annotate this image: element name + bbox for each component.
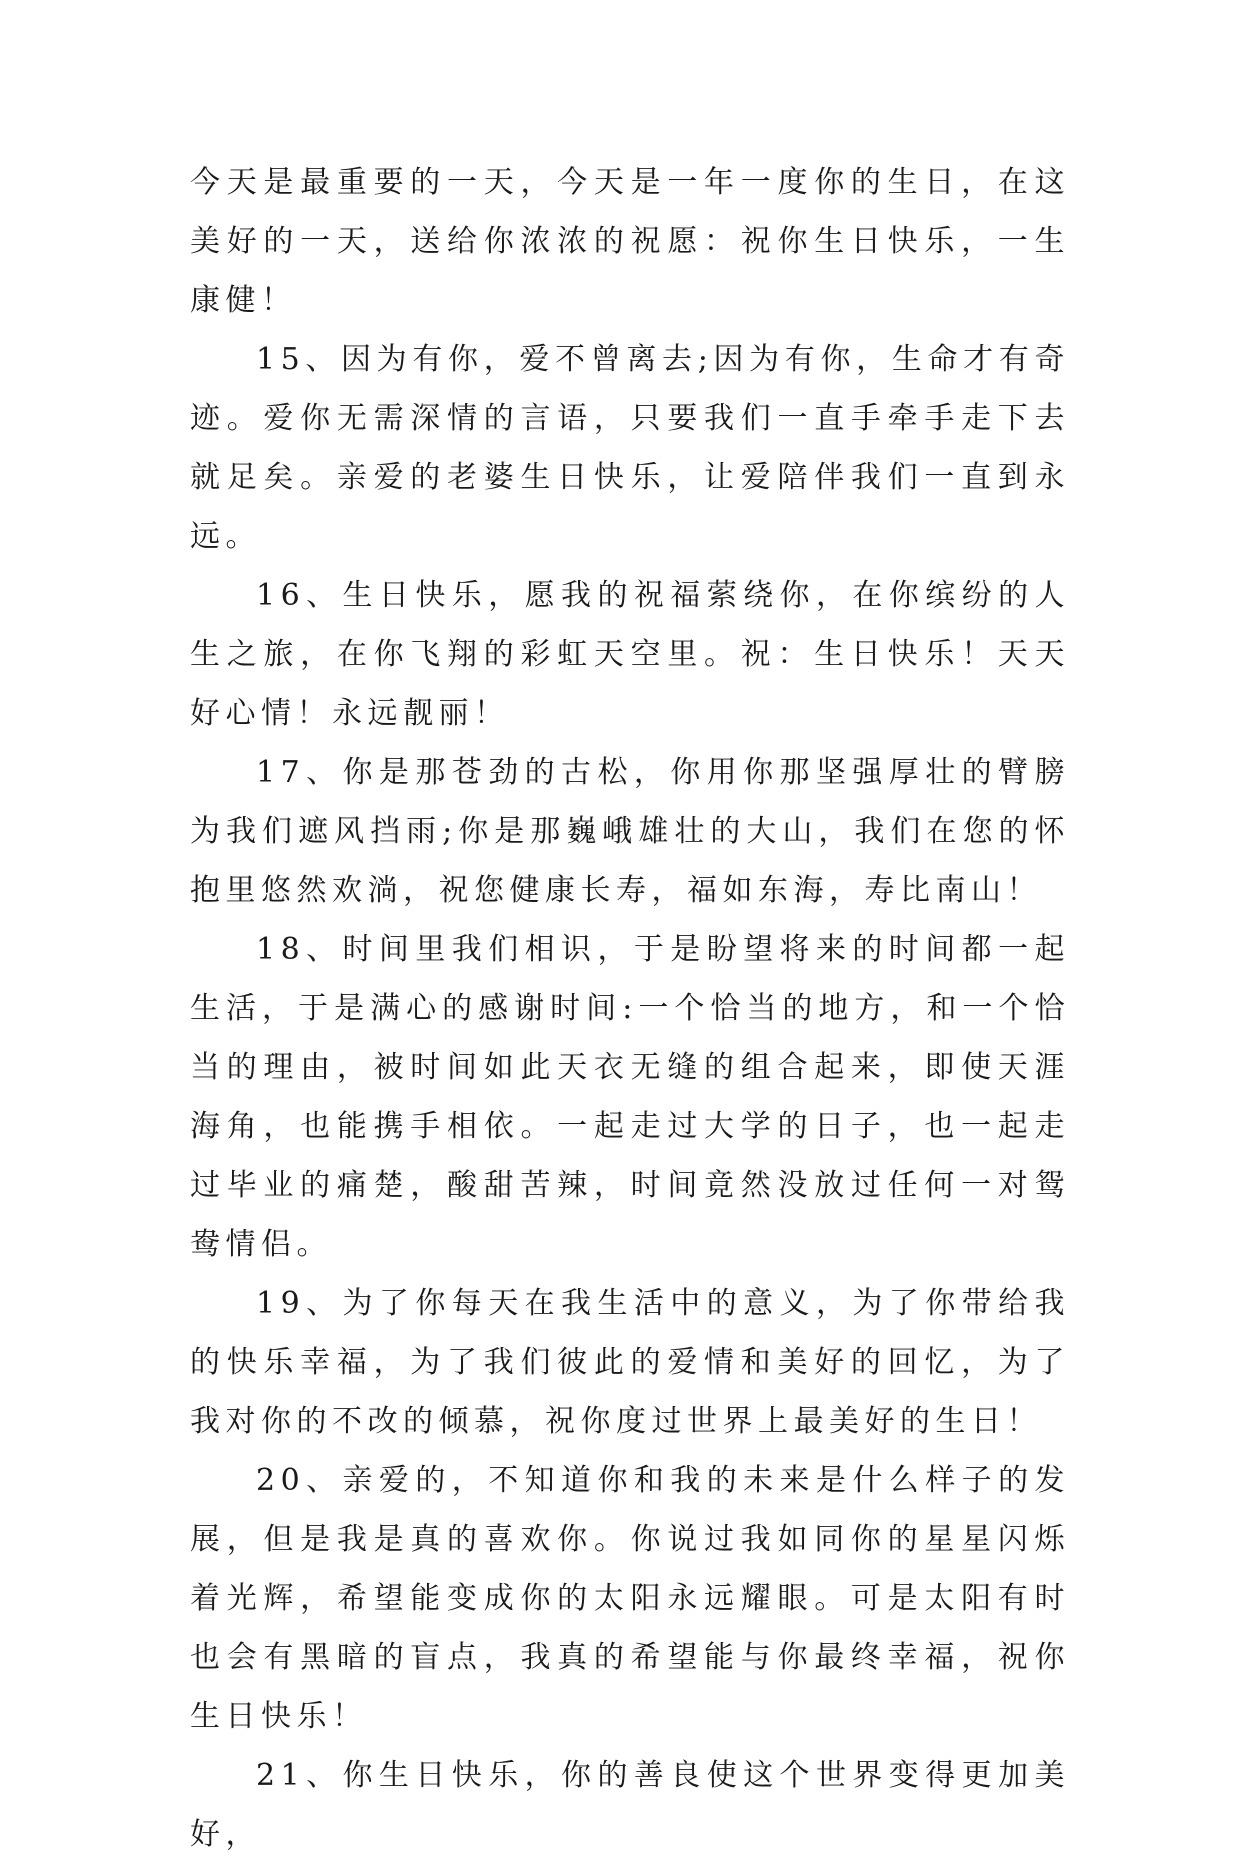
- paragraph-wish-15: 15、因为有你，爱不曾离去;因为有你，生命才有奇迹。爱你无需深情的言语，只要我们一直手牵手走下去就足矣。亲爱的老婆生日快乐，让爱陪伴我们一直到永远。: [190, 342, 1070, 554]
- paragraph-wish-20: 20、亲爱的，不知道你和我的未来是什么样子的发展，但是我是真的喜欢你。你说过我如同你的星星闪烁着光辉，希望能变成你的太阳永远耀眼。可是太阳有时也会有黑暗的盲点，我真的希望能与你最终幸福，祝你生日快乐！: [190, 1463, 1070, 1734]
- paragraph-wish-16: 16、生日快乐，愿我的祝福萦绕你，在你缤纷的人生之旅，在你飞翔的彩虹天空里。祝：生日快乐！天天好心情！永远靓丽！: [190, 578, 1070, 731]
- paragraph-continuation: 今天是最重要的一天，今天是一年一度你的生日，在这美好的一天，送给你浓浓的祝愿：祝你生日快乐，一生康健！: [190, 165, 1070, 318]
- paragraph-wish-18: 18、时间里我们相识，于是盼望将来的时间都一起生活，于是满心的感谢时间:一个恰当的地方，和一个恰当的理由，被时间如此天衣无缝的组合起来，即使天涯海角，也能携手相依。一起走过大学的日子，也一起走过毕业的痛楚，酸甜苦辣，时间竟然没放过任何一对鸳鸯情侣。: [190, 932, 1070, 1262]
- paragraph-wish-17: 17、你是那苍劲的古松，你用你那坚强厚壮的臂膀为我们遮风挡雨;你是那巍峨雄壮的大山，我们在您的怀抱里悠然欢淌，祝您健康长寿，福如东海，寿比南山！: [190, 755, 1070, 908]
- document-body: [190, 153, 1070, 1864]
- paragraph-wish-21: 21、你生日快乐，你的善良使这个世界变得更加美好，: [190, 1758, 1070, 1852]
- paragraph-wish-19: 19、为了你每天在我生活中的意义，为了你带给我的快乐幸福，为了我们彼此的爱情和美好的回忆，为了我对你的不改的倾慕，祝你度过世界上最美好的生日！: [190, 1286, 1070, 1439]
